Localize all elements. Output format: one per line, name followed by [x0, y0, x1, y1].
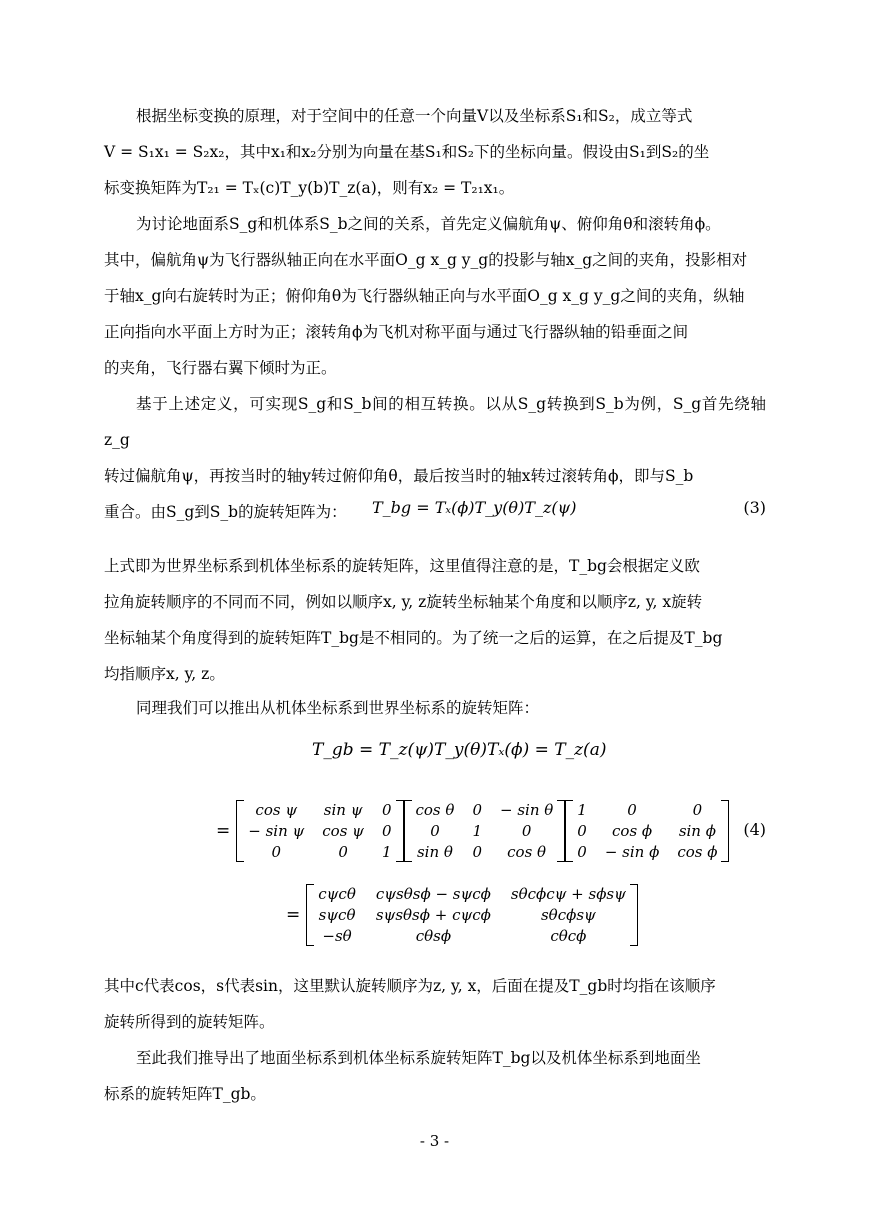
m2-cell: 0 [472, 800, 482, 819]
m4-cell: cθsϕ [415, 926, 452, 945]
m4-cell: sθcϕsψ [540, 905, 596, 924]
matrix-4-right-bracket [630, 884, 638, 946]
m3-cell: sin ϕ [678, 821, 716, 840]
equation-4-matrix-product [216, 800, 729, 862]
m4-cell: −sθ [322, 926, 352, 945]
m3-cell: 1 [577, 800, 587, 819]
equals-sign-2: = [286, 905, 301, 925]
matrix-1-right-bracket [396, 800, 404, 862]
matrix-4-left-bracket [306, 884, 314, 946]
p3-line-2: 转过偏航角ψ，再按当时的轴y转过俯仰角θ，最后按当时的轴x转过滚转角ϕ，即与S_b [104, 467, 694, 485]
paragraph-6 [104, 968, 766, 1040]
matrix-2 [412, 798, 558, 865]
matrix-2-right-bracket [557, 800, 565, 862]
m1-cell: 0 [381, 800, 392, 819]
m3-cell: cos ϕ [677, 842, 718, 861]
equation-3-number: (3) [743, 498, 766, 517]
page-number: - 3 - [419, 1132, 450, 1150]
m1-cell: 0 [381, 821, 392, 840]
m4-cell: sψsθsϕ + cψcϕ [375, 905, 491, 924]
matrix-2-left-bracket [404, 800, 412, 862]
paragraph-4 [104, 548, 766, 692]
m1-cell: 0 [271, 842, 282, 861]
p4-line-3: 坐标轴某个角度得到的旋转矩阵T_bg是不相同的。为了统一之后的运算，在之后提及T_bg [104, 629, 723, 647]
p6-line-1: 其中c代表cos，s代表sin，这里默认旋转顺序为z, y, x，后面在提及T_gb时均指在该顺序 [104, 977, 716, 995]
p6-line-2: 旋转所得到的旋转矩阵。 [104, 1013, 275, 1031]
matrix-3-right-bracket [721, 800, 729, 862]
m4-cell: cψsθsϕ − sψcϕ [375, 884, 491, 903]
m2-cell: cos θ [507, 842, 547, 861]
p7-line-2: 标系的旋转矩阵T_gb。 [104, 1085, 266, 1103]
m2-cell: 0 [430, 821, 440, 840]
m2-cell: − sin θ [499, 800, 554, 819]
p2-line-4: 正向指向水平面上方时为正；滚转角ϕ为飞机对称平面与通过飞行器纵轴的铅垂面之间 [104, 323, 689, 341]
p4-line-2: 拉角旋转顺序的不同而不同，例如以顺序x, y, z旋转坐标轴某个角度和以顺序z, y, x旋转 [104, 593, 703, 611]
paragraph-7 [104, 1040, 766, 1112]
m2-cell: cos θ [415, 800, 455, 819]
m2-cell: 0 [521, 821, 532, 840]
m3-cell: 0 [627, 800, 637, 819]
m3-cell: 0 [577, 842, 587, 861]
p7-line-1: 至此我们推导出了地面坐标系到机体坐标系旋转矩阵T_bg以及机体坐标系到地面坐 [136, 1049, 701, 1067]
m2-cell: sin θ [416, 842, 453, 861]
m1-cell: cos ψ [255, 800, 298, 819]
matrix-4 [314, 882, 630, 949]
m1-cell: sin ψ [323, 800, 363, 819]
m1-cell: 1 [381, 842, 392, 861]
equation-4-line-1: T_gb = T_z(ψ)T_y(θ)Tₓ(ϕ) = T_z(a) [312, 740, 607, 760]
m4-cell: cψcθ [318, 884, 356, 903]
equation-4-number: (4) [743, 820, 766, 839]
m1-cell: cos ψ [322, 821, 364, 840]
p3-line-3: 重合。由S_g到S_b的旋转矩阵为： [104, 503, 347, 521]
m2-cell: 1 [472, 821, 482, 840]
paragraph-2 [104, 206, 766, 386]
equation-4-expanded-matrix [286, 884, 638, 946]
p2-line-5: 的夹角，飞行器右翼下倾时为正。 [104, 359, 337, 377]
m3-cell: cos ϕ [612, 821, 653, 840]
m3-cell: 0 [577, 821, 587, 840]
p2-line-3: 于轴x_g向右旋转时为正；俯仰角θ为飞行器纵轴正向与水平面O_g x_g y_g之间的夹角，纵轴 [104, 287, 745, 305]
p2-line-1: 为讨论地面系S_g和机体系S_b之间的关系，首先定义偏航角ψ、俯仰角θ和滚转角ϕ。 [136, 215, 721, 233]
matrix-1-left-bracket [236, 800, 244, 862]
m3-cell: 0 [692, 800, 703, 819]
m1-cell: 0 [338, 842, 348, 861]
p3-line-1: 基于上述定义，可实现S_g和S_b间的相互转换。以从S_g转换到S_b为例，S_g首先绕轴z_g [104, 395, 766, 449]
p1-line-1: 根据坐标变换的原理，对于空间中的任意一个向量V以及坐标系S₁和S₂，成立等式 [136, 107, 693, 125]
m4-cell: sψcθ [318, 905, 356, 924]
p2-line-2: 其中，偏航角ψ为飞行器纵轴正向在水平面O_g x_g y_g的投影与轴x_g之间的夹角，投影相对 [104, 251, 748, 269]
m4-cell: sθcϕcψ + sϕsψ [510, 884, 626, 903]
matrix-1 [244, 798, 395, 865]
p1-line-3: 标变换矩阵为T₂₁ = Tₓ(c)T_y(b)T_z(a)，则有x₂ = T₂₁x₁。 [104, 179, 515, 197]
equals-sign: = [216, 821, 231, 841]
matrix-3 [573, 798, 721, 865]
p5-line-1: 同理我们可以推出从机体坐标系到世界坐标系的旋转矩阵： [136, 699, 540, 717]
m1-cell: − sin ψ [248, 821, 305, 840]
paragraph-1 [104, 98, 766, 206]
p4-line-1: 上式即为世界坐标系到机体坐标系的旋转矩阵，这里值得注意的是，T_bg会根据定义欧 [104, 557, 700, 575]
paragraph-5 [104, 690, 766, 726]
m4-cell: cθcϕ [550, 926, 587, 945]
equation-3: T_bg = Tₓ(ϕ)T_y(θ)T_z(ψ) [372, 498, 577, 517]
m3-cell: − sin ϕ [604, 842, 660, 861]
p1-line-2: V = S₁x₁ = S₂x₂，其中x₁和x₂分别为向量在基S₁和S₂下的坐标向量。假设由S₁到S₂的坐 [104, 143, 710, 161]
p4-line-4: 均指顺序x, y, z。 [104, 665, 225, 683]
m2-cell: 0 [472, 842, 482, 861]
matrix-3-left-bracket [565, 800, 573, 862]
